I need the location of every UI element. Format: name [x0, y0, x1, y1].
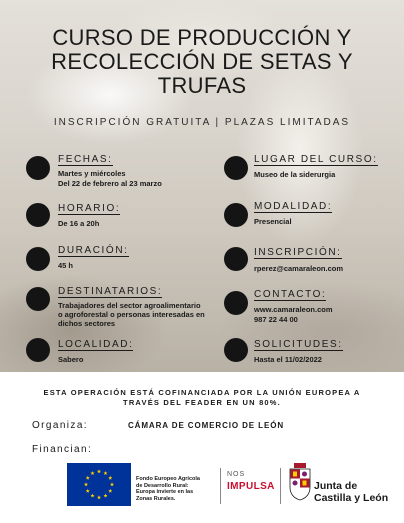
- destinatarios-line-1: Trabajadores del sector agroalimentario: [58, 301, 201, 310]
- localidad-value: Sabero: [58, 355, 84, 364]
- junta-castilla-leon-logo: Junta de Castilla y León: [314, 480, 389, 504]
- organizer-name: CÁMARA DE COMERCIO DE LEÓN: [128, 421, 284, 430]
- castilla-leon-shield-icon: [289, 463, 311, 501]
- eu-star: [103, 471, 107, 475]
- destinatarios-line-2: o agroforestal o personas interesadas en: [58, 310, 205, 319]
- duracion-label: DURACIÓN:: [58, 245, 129, 256]
- fechas-line-2: Del 22 de febrero al 23 marzo: [58, 179, 162, 188]
- solicitudes-label: SOLICITUDES:: [254, 339, 343, 350]
- lugar-label: LUGAR DEL CURSO:: [254, 154, 378, 165]
- eu-star: [86, 476, 90, 480]
- course-title: CURSO DE PRODUCCIÓN Y RECOLECCIÓN DE SETAS Y TRUFAS: [51, 25, 353, 98]
- eu-star: [103, 494, 107, 498]
- organiza-label: Organiza:: [32, 420, 88, 431]
- inscripcion-label: INSCRIPCIÓN:: [254, 247, 342, 258]
- fechas-line-1: Martes y miércoles: [58, 169, 126, 178]
- cofinancing-notice: ESTA OPERACIÓN ESTÁ COFINANCIADA POR LA UNIÓN EUROPEA A TRAVÉS DEL FEADER EN UN 80%.: [43, 388, 361, 407]
- bullet-dot: [224, 203, 248, 227]
- bullet-dot: [26, 287, 50, 311]
- eu-star: [86, 489, 90, 493]
- logo-divider: [220, 468, 221, 504]
- bullet-dot: [224, 338, 248, 362]
- fechas-label: FECHAS:: [58, 154, 113, 165]
- eu-star: [84, 482, 88, 486]
- localidad-label: LOCALIDAD:: [58, 339, 134, 350]
- inscripcion-email[interactable]: rperez@camaraleon.com: [254, 264, 344, 273]
- financian-label: Financian:: [32, 444, 93, 455]
- bullet-dot: [26, 338, 50, 362]
- registration-subtitle: INSCRIPCIÓN GRATUITA | PLAZAS LIMITADAS: [53, 117, 351, 128]
- bullet-dot: [224, 247, 248, 271]
- eu-star: [110, 482, 114, 486]
- eu-stars-icon: [67, 463, 131, 506]
- bullet-dot: [224, 291, 248, 315]
- eu-star: [90, 494, 94, 498]
- destinatarios-line-3: dichos sectores: [58, 319, 116, 328]
- logo-divider: [280, 468, 281, 504]
- duracion-value: 45 h: [58, 261, 74, 270]
- destinatarios-label: DESTINATARIOS:: [58, 286, 163, 297]
- eu-star: [90, 471, 94, 475]
- contacto-phone: 987 22 44 00: [254, 315, 298, 324]
- modalidad-label: MODALIDAD:: [254, 201, 333, 212]
- bullet-dot: [26, 203, 50, 227]
- horario-value: De 16 a 20h: [58, 219, 100, 228]
- contacto-label: CONTACTO:: [254, 289, 327, 300]
- feader-text: Fondo Europeo Agrícola de Desarrollo Rural: Europa invierte en las Zonas Rurales.: [136, 476, 200, 502]
- bullet-dot: [26, 156, 50, 180]
- eu-star: [97, 469, 101, 473]
- nos-impulsa-logo: IMPULSA: [227, 481, 275, 492]
- eu-star: [108, 489, 112, 493]
- bullet-dot: [26, 247, 50, 271]
- eu-star: [97, 495, 101, 499]
- nos-impulsa-top: NOS: [227, 471, 246, 478]
- modalidad-value: Presencial: [254, 217, 292, 226]
- contacto-website[interactable]: www.camaraleon.com: [254, 305, 333, 314]
- horario-label: HORARIO:: [58, 203, 121, 214]
- solicitudes-value: Hasta el 11/02/2022: [254, 355, 322, 364]
- bullet-dot: [224, 156, 248, 180]
- eu-star: [108, 476, 112, 480]
- lugar-value: Museo de la siderurgia: [254, 170, 336, 179]
- eu-flag-logo: [67, 463, 131, 506]
